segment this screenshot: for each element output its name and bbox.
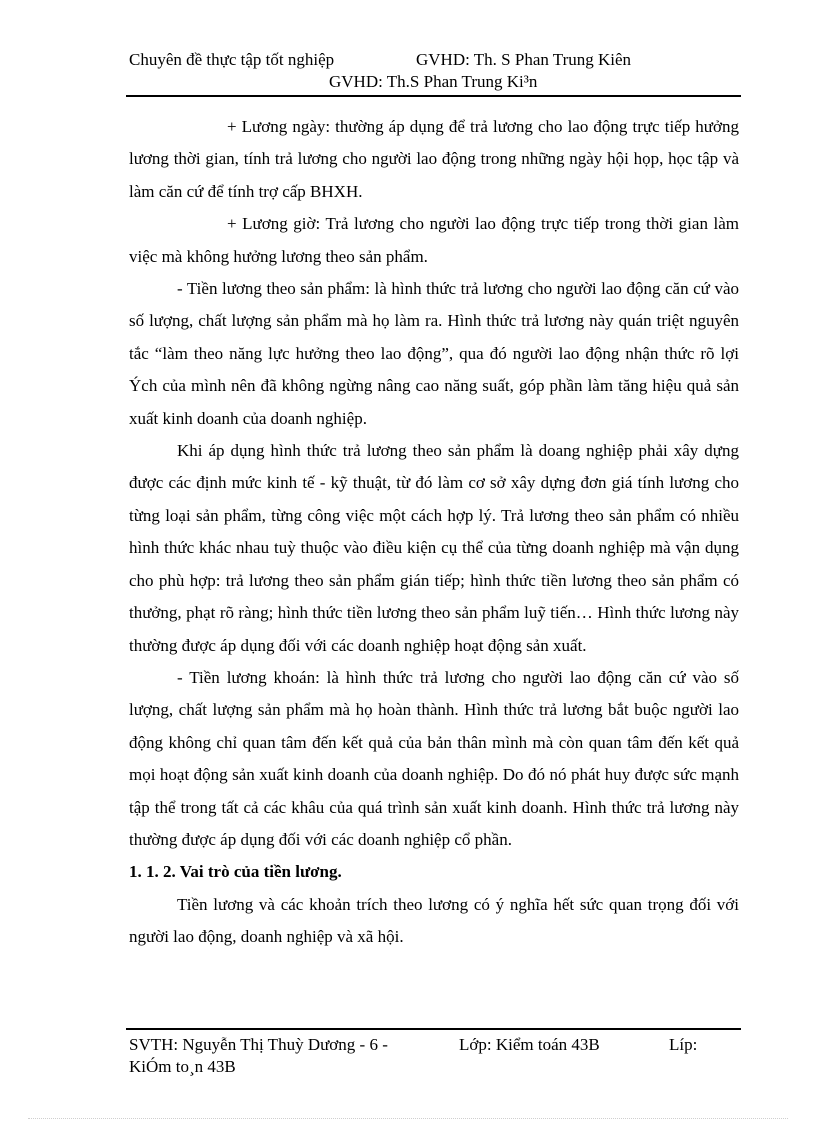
- footer-line-2: KiÓm to¸n 43B: [129, 1057, 236, 1076]
- header-line-2: [129, 71, 741, 93]
- footer-student: SVTH: Nguyễn Thị Thuỳ Dương - 6 -: [129, 1035, 388, 1054]
- paragraph-daily-wage: + Lương ngày: thường áp dụng để trả lương cho lao động trực tiếp hưởng lương thời gian, tính trả lương cho người lao động trong những ngày hội họp, học tập và làm căn cứ để tính trợ cấp BHXH.: [129, 117, 739, 201]
- header-advisor-duplicate: GVHD: Th.S Phan Trung Ki³n: [329, 72, 538, 91]
- header-line-1: [129, 49, 741, 71]
- header-advisor: GVHD: Th. S Phan Trung Kiên: [416, 50, 632, 69]
- section-heading: 1. 1. 2. Vai trò của tiền lương.: [129, 862, 342, 882]
- footer-class: Lớp: Kiểm toán 43B: [459, 1035, 600, 1054]
- page-footer: [129, 1034, 741, 1078]
- page-bottom-border: [28, 1118, 788, 1119]
- paragraph-contract-wage: - Tiền lương khoán: là hình thức trả lương cho người lao động căn cứ vào số lượng, chất lượng sản phẩm mà họ hoàn thành. Hình thức trả lương bắt buộc người lao động không chỉ quan tâm đến kết quả của bản thân mình mà còn quan tâm đến kết quả mọi hoạt động sản xuất kinh doanh của doanh nghiệp. Do đó nó phát huy được sức mạnh tập thể trong tất cả các khâu của quá trình sản xuất kinh doanh. Hình thức trả lương này thường được áp dụng đối với các doanh nghiệp cổ phần.: [129, 667, 739, 849]
- footer-class-label: Líp:: [669, 1035, 698, 1054]
- page-header: [129, 49, 741, 93]
- footer-divider: [126, 1028, 741, 1030]
- header-title: Chuyên đề thực tập tốt nghiệp: [129, 50, 335, 69]
- paragraph-hourly-wage: + Lương giờ: Trả lương cho người lao động trực tiếp trong thời gian làm việc mà không hưởng lương theo sản phẩm.: [129, 214, 739, 266]
- paragraph-piece-wage-application: Khi áp dụng hình thức trả lương theo sản phẩm là doang nghiệp phải xây dựng được các định mức kinh tế - kỹ thuật, từ đó làm cơ sở xây dựng đơn giá tính lương cho từng loại sản phẩm, từng công việc một cách hợp lý. Trả lương theo sản phẩm có nhiều hình thức khác nhau tuỳ thuộc vào điều kiện cụ thể của từng doanh nghiệp mà vận dụng cho phù hợp: trả lương theo sản phẩm gián tiếp; hình thức tiền lương theo sản phẩm có thưởng, phạt rõ ràng; hình thức tiền lương theo sản phẩm luỹ tiến… Hình thức lương này thường được áp dụng đối với các doanh nghiệp hoạt động sản xuất.: [129, 441, 739, 655]
- footer-line-1: [129, 1034, 741, 1056]
- header-divider: [126, 95, 741, 97]
- paragraph-piece-wage: - Tiền lương theo sản phẩm: là hình thức trả lương cho người lao động căn cứ vào số lượng, chất lượng sản phẩm mà họ làm ra. Hình thức trả lương này quán triệt nguyên tắc “làm theo năng lực hưởng theo lao động”, qua đó người lao động nhận thức rõ lợi Ých của mình nên đã không ngừng nâng cao năng suất, góp phần làm tăng hiệu quả sản xuất kinh doanh của doanh nghiệp.: [129, 279, 739, 428]
- document-body: [129, 111, 739, 954]
- paragraph-wage-role: Tiền lương và các khoản trích theo lương có ý nghĩa hết sức quan trọng đối với người lao động, doanh nghiệp và xã hội.: [129, 894, 739, 947]
